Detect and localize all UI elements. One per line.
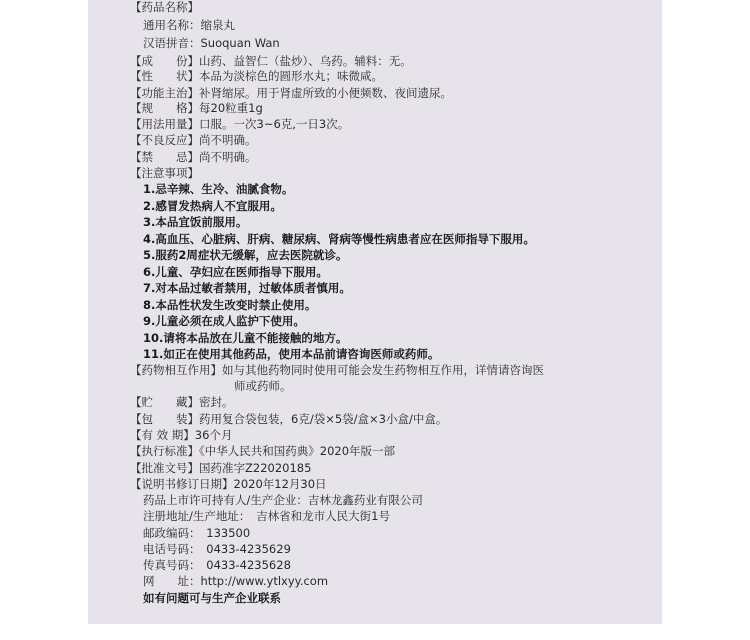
character: 【性 状】本品为淡棕色的圆形水丸；味微咸。 [130,69,383,83]
postal-code: 邮政编码： 133500 [143,526,251,540]
contraindications: 【禁 忌】尚不明确。 [130,150,257,164]
approval-number: 【批准文号】国药准字Z22020185 [130,461,312,475]
precaution-item: 7.对本品过敏者禁用，过敏体质者慎用。 [143,281,351,295]
phone-number: 电话号码： 0433-4235629 [143,542,291,556]
ingredients: 【成 份】山药、益智仁（盐炒）、乌药。辅料：无。 [130,54,412,68]
precaution-item: 2.感冒发热病人不宜服用。 [143,199,282,213]
precaution-item: 1.忌辛辣、生冷、油腻食物。 [143,182,294,196]
drug-interactions-continued: 师或药师。 [234,379,292,393]
usage: 【用法用量】口服。一次3~6克,一日3次。 [130,117,350,131]
precaution-item: 10.请将本品放在儿童不能接触的地方。 [143,331,348,345]
fax-number: 传真号码： 0433-4235628 [143,558,291,572]
drug-name-header: 【药品名称】 [130,0,199,14]
address: 注册地址/生产地址： 吉林省和龙市人民大街1号 [143,509,390,523]
precaution-item: 3.本品宜饭前服用。 [143,215,248,229]
drug-interactions: 【药物相互作用】如与其他药物同时使用可能会发生药物相互作用，详情请咨询医 [130,363,544,377]
revision-date: 【说明书修订日期】2020年12月30日 [130,477,327,491]
website: 网 址：http://www.ytlxyy.com [143,574,329,588]
standard: 【执行标准】《中华人民共和国药典》2020年版一部 [130,444,396,458]
pinyin-name: 汉语拼音：Suoquan Wan [143,36,280,50]
precaution-item: 8.本品性状发生改变时禁止使用。 [143,298,317,312]
indications: 【功能主治】补肾缩尿。用于肾虚所致的小便频数、夜间遗尿。 [130,86,452,100]
storage: 【贮 藏】密封。 [130,395,234,409]
precaution-item: 9.儿童必须在成人监护下使用。 [143,314,305,328]
marketing-holder: 药品上市许可持有人/生产企业：吉林龙鑫药业有限公司 [143,493,423,507]
precaution-item: 5.服药2周症状无缓解，应去医院就诊。 [143,248,348,262]
precaution-item: 4.高血压、心脏病、肝病、糖尿病、肾病等慢性病患者应在医师指导下服用。 [143,232,535,246]
adverse-reactions: 【不良反应】尚不明确。 [130,133,257,147]
common-name: 通用名称：缩泉丸 [143,18,235,32]
validity-period: 【有 效 期】36个月 [130,428,233,442]
precaution-item: 11.如正在使用其他药品，使用本品前请咨询医师或药师。 [143,347,440,361]
precaution-item: 6.儿童、孕妇应在医师指导下服用。 [143,265,328,279]
contact-note: 如有问题可与生产企业联系 [143,591,281,605]
package: 【包 装】药用复合袋包装，6克/袋×5袋/盒×3小盒/中盒。 [130,412,448,426]
precautions-header: 【注意事项】 [130,166,199,180]
specification: 【规 格】每20粒重1g [130,101,263,115]
